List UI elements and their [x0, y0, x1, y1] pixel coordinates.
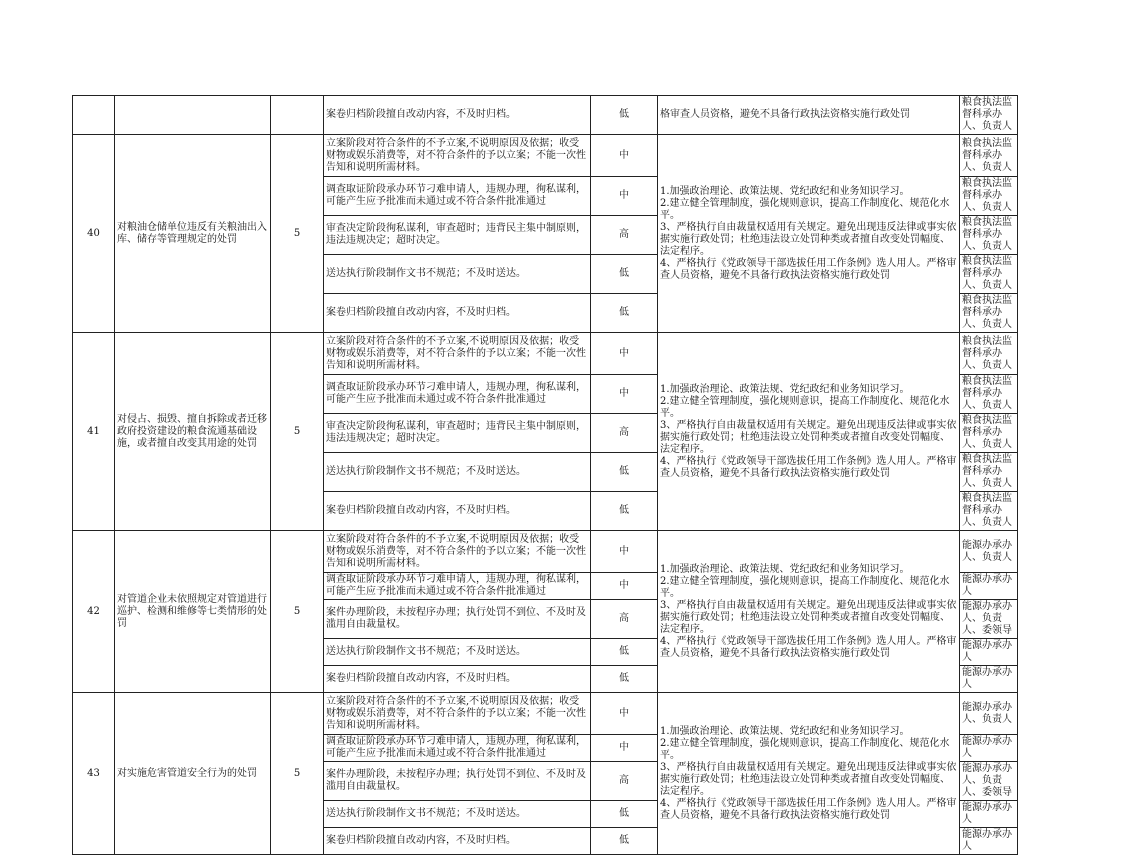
risk-level-cell: 高: [591, 216, 658, 255]
risk-level-cell: 中: [591, 375, 658, 414]
risk-level-cell: 低: [591, 453, 658, 492]
risk-level-cell: 低: [591, 294, 658, 333]
risk-level-cell: 高: [591, 414, 658, 453]
risk-description-cell: 案件办理阶段，未按程序办理；执行处罚不到位、不及时及滥用自由裁量权。: [324, 600, 591, 639]
responsible-cell: 能源办承办人: [960, 828, 1018, 855]
risk-description-cell: 案卷归档阶段擅自改动内容，不及时归档。: [324, 828, 591, 855]
risk-points-cell: 5: [271, 693, 324, 855]
risk-level-cell: 高: [591, 600, 658, 639]
item-name-cell: 对侵占、损毁、擅自拆除或者迁移政府投资建设的粮食流通基础设施，或者擅自改变其用途的处罚: [115, 333, 271, 531]
risk-description-cell: 调查取证阶段承办环节刁难申请人，违规办理，徇私谋利，可能产生应予批准而未通过或不符合条件批准通过: [324, 375, 591, 414]
risk-description-cell: 审查决定阶段徇私谋利，审查超时；违背民主集中制原则，违法违规决定；超时决定。: [324, 216, 591, 255]
responsible-cell: 粮食执法监督科承办人、负责人: [960, 453, 1018, 492]
responsible-cell: 粮食执法监督科承办人、负责人: [960, 414, 1018, 453]
risk-level-cell: 中: [591, 531, 658, 573]
responsible-cell: 粮食执法监督科承办人、负责人: [960, 135, 1018, 177]
item-number-cell: 43: [73, 693, 115, 855]
risk-description-cell: 案件办理阶段，未按程序办理；执行处罚不到位、不及时及滥用自由裁量权。: [324, 762, 591, 801]
responsible-cell: 能源办承办人、负责人、委领导: [960, 600, 1018, 639]
risk-level-cell: 低: [591, 255, 658, 294]
risk-description-cell: 送达执行阶段制作文书不规范；不及时送达。: [324, 255, 591, 294]
risk-level-cell: 中: [591, 135, 658, 177]
table-row: [73, 96, 1018, 135]
risk-level-cell: 低: [591, 828, 658, 855]
table-row: [73, 135, 1018, 177]
risk-level-cell: 低: [591, 666, 658, 693]
risk-description-cell: 调查取证阶段承办环节刁难申请人，违规办理，徇私谋利，可能产生应予批准而未通过或不符合条件批准通过: [324, 573, 591, 600]
risk-description-cell: 案卷归档阶段擅自改动内容，不及时归档。: [324, 666, 591, 693]
responsible-cell: 粮食执法监督科承办人、负责人: [960, 96, 1018, 135]
risk-level-cell: 高: [591, 762, 658, 801]
prevention-measures-cell: 1.加强政治理论、政策法规、党纪政纪和业务知识学习。 2.建立健全管理制度，强化规则意识，提高工作制度化、规范化水平。 3、严格执行自由裁量权适用有关规定。避免出现违反法律或事实依据实施行政处罚；杜绝违法设立处罚种类或者擅自改变处罚幅度、法定程序。 4、严格执行《党政领导干部选拔任用工作条例》选人用人。严格审查人员资格，避免不具备行政执法资格实施行政处罚: [658, 135, 960, 333]
risk-level-cell: 中: [591, 693, 658, 735]
risk-points-cell: 5: [271, 531, 324, 693]
risk-level-cell: 中: [591, 735, 658, 762]
responsible-cell: 粮食执法监督科承办人、负责人: [960, 255, 1018, 294]
table-row: [73, 531, 1018, 573]
risk-description-cell: 立案阶段对符合条件的不予立案,不说明原因及依据；收受财物或娱乐消费等，对不符合条件的予以立案；不能一次性告知和说明所需材料。: [324, 531, 591, 573]
risk-description-cell: 案卷归档阶段擅自改动内容，不及时归档。: [324, 492, 591, 531]
risk-description-cell: 送达执行阶段制作文书不规范；不及时送达。: [324, 801, 591, 828]
risk-points-cell: 5: [271, 333, 324, 531]
risk-description-cell: 送达执行阶段制作文书不规范；不及时送达。: [324, 639, 591, 666]
risk-description-cell: 调查取证阶段承办环节刁难申请人，违规办理，徇私谋利，可能产生应予批准而未通过或不符合条件批准通过: [324, 735, 591, 762]
item-name-cell: [115, 96, 271, 135]
responsible-cell: 能源办承办人: [960, 573, 1018, 600]
prevention-measures-cell: 1.加强政治理论、政策法规、党纪政纪和业务知识学习。 2.建立健全管理制度，强化规则意识，提高工作制度化、规范化水平。 3、严格执行自由裁量权适用有关规定。避免出现违反法律或事实依据实施行政处罚；杜绝违法设立处罚种类或者擅自改变处罚幅度、法定程序。 4、严格执行《党政领导干部选拔任用工作条例》选人用人。严格审查人员资格，避免不具备行政执法资格实施行政处罚: [658, 693, 960, 855]
risk-description-cell: 立案阶段对符合条件的不予立案,不说明原因及依据；收受财物或娱乐消费等，对不符合条件的予以立案；不能一次性告知和说明所需材料。: [324, 693, 591, 735]
item-number-cell: [73, 96, 115, 135]
risk-description-cell: 案卷归档阶段擅自改动内容，不及时归档。: [324, 96, 591, 135]
risk-table-body: [73, 96, 1018, 855]
risk-description-cell: 调查取证阶段承办环节刁难申请人，违规办理，徇私谋利，可能产生应予批准而未通过或不符合条件批准通过: [324, 177, 591, 216]
item-number-cell: 42: [73, 531, 115, 693]
responsible-cell: 粮食执法监督科承办人、负责人: [960, 216, 1018, 255]
responsible-cell: 粮食执法监督科承办人、负责人: [960, 294, 1018, 333]
risk-description-cell: 审查决定阶段徇私谋利，审查超时；违背民主集中制原则，违法违规决定；超时决定。: [324, 414, 591, 453]
table-row: [73, 693, 1018, 735]
table-row: [73, 333, 1018, 375]
responsible-cell: 能源办承办人、负责人、委领导: [960, 762, 1018, 801]
risk-description-cell: 立案阶段对符合条件的不予立案,不说明原因及依据；收受财物或娱乐消费等，对不符合条件的予以立案；不能一次性告知和说明所需材料。: [324, 135, 591, 177]
risk-level-cell: 低: [591, 639, 658, 666]
responsible-cell: 粮食执法监督科承办人、负责人: [960, 375, 1018, 414]
responsible-cell: 能源办承办人、负责人: [960, 693, 1018, 735]
responsible-cell: 粮食执法监督科承办人、负责人: [960, 492, 1018, 531]
risk-points-cell: 5: [271, 135, 324, 333]
risk-level-cell: 低: [591, 801, 658, 828]
responsible-cell: 能源办承办人: [960, 639, 1018, 666]
risk-description-cell: 送达执行阶段制作文书不规范；不及时送达。: [324, 453, 591, 492]
responsible-cell: 能源办承办人: [960, 801, 1018, 828]
risk-level-cell: 中: [591, 177, 658, 216]
item-number-cell: 40: [73, 135, 115, 333]
risk-points-cell: [271, 96, 324, 135]
risk-level-cell: 低: [591, 492, 658, 531]
responsible-cell: 能源办承办人: [960, 735, 1018, 762]
responsible-cell: 能源办承办人、负责人: [960, 531, 1018, 573]
item-number-cell: 41: [73, 333, 115, 531]
responsible-cell: 能源办承办人: [960, 666, 1018, 693]
item-name-cell: 对粮油仓储单位违反有关粮油出入库、储存等管理规定的处罚: [115, 135, 271, 333]
risk-description-cell: 立案阶段对符合条件的不予立案,不说明原因及依据；收受财物或娱乐消费等，对不符合条件的予以立案；不能一次性告知和说明所需材料。: [324, 333, 591, 375]
risk-level-cell: 低: [591, 96, 658, 135]
risk-description-cell: 案卷归档阶段擅自改动内容，不及时归档。: [324, 294, 591, 333]
responsible-cell: 粮食执法监督科承办人、负责人: [960, 333, 1018, 375]
prevention-measures-cell: 1.加强政治理论、政策法规、党纪政纪和业务知识学习。 2.建立健全管理制度，强化规则意识，提高工作制度化、规范化水平。 3、严格执行自由裁量权适用有关规定。避免出现违反法律或事实依据实施行政处罚；杜绝违法设立处罚种类或者擅自改变处罚幅度、法定程序。 4、严格执行《党政领导干部选拔任用工作条例》选人用人。严格审查人员资格，避免不具备行政执法资格实施行政处罚: [658, 531, 960, 693]
risk-level-cell: 中: [591, 573, 658, 600]
prevention-measures-cell: 格审查人员资格，避免不具备行政执法资格实施行政处罚: [658, 96, 960, 135]
risk-table: [72, 95, 1018, 855]
item-name-cell: 对实施危害管道安全行为的处罚: [115, 693, 271, 855]
responsible-cell: 粮食执法监督科承办人、负责人: [960, 177, 1018, 216]
prevention-measures-cell: 1.加强政治理论、政策法规、党纪政纪和业务知识学习。 2.建立健全管理制度，强化规则意识，提高工作制度化、规范化水平。 3、严格执行自由裁量权适用有关规定。避免出现违反法律或事实依据实施行政处罚；杜绝违法设立处罚种类或者擅自改变处罚幅度、法定程序。 4、严格执行《党政领导干部选拔任用工作条例》选人用人。严格审查人员资格，避免不具备行政执法资格实施行政处罚: [658, 333, 960, 531]
item-name-cell: 对管道企业未依照规定对管道进行巡护、检测和维修等七类情形的处罚: [115, 531, 271, 693]
risk-level-cell: 中: [591, 333, 658, 375]
